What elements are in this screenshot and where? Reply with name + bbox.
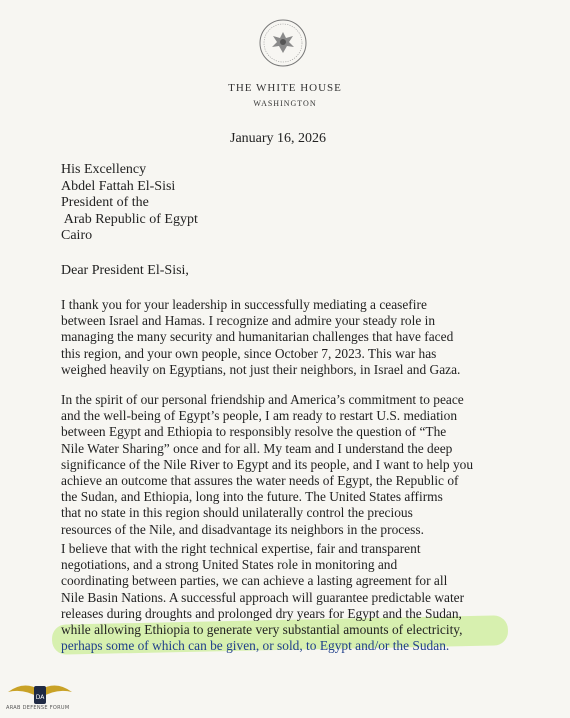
text-line: coordinating between parties, we can achieve a lasting agreement for all <box>61 573 448 589</box>
text-line highlighted: perhaps some of which can be given, or sold, to Egypt and/or the Sudan. <box>61 638 450 654</box>
watermark-text: ARAB DEFENSE FORUM <box>6 705 70 711</box>
svg-text:DA: DA <box>35 694 45 701</box>
text-line: between Israel and Hamas. I recognize and admire your steady role in <box>61 313 436 329</box>
recipient-address <box>61 162 198 245</box>
paragraph-3 <box>61 541 531 654</box>
text-line: I thank you for your leadership in successfully mediating a ceasefire <box>61 297 427 312</box>
text-line: achieve an outcome that assures the water needs of Egypt, the Republic of <box>61 473 459 489</box>
recipient-line: Abdel Fattah El-Sisi <box>61 178 176 194</box>
recipient-line: Arab Republic of Egypt <box>61 211 198 227</box>
text-line: managing the many security and humanitarian challenges that have faced <box>61 329 454 345</box>
text-line: I believe that with the right technical expertise, fair and transparent <box>61 541 421 556</box>
text-line: this region, and your own people, since October 7, 2023. This war has <box>61 345 437 361</box>
text-line: Nile Basin Nations. A successful approach will guarantee predictable water <box>61 589 465 605</box>
recipient-line: Cairo <box>61 228 93 243</box>
text-line: Nile Water Sharing” once and for all. My team and I understand the deep <box>61 440 453 456</box>
letterhead-title: THE WHITE HOUSE <box>228 82 342 94</box>
text-line: between Egypt and Ethiopia to responsibly resolve the question of “The <box>61 424 447 440</box>
text-line: In the spirit of our personal friendship and America’s commitment to peace <box>61 392 464 407</box>
text-line: the Sudan, and Ethiopia, long into the future. The United States affirms <box>61 489 443 505</box>
letterhead-subtitle: WASHINGTON <box>253 99 317 108</box>
text-line: significance of the Nile River to Egypt and its people, and I want to help you <box>61 456 474 472</box>
recipient-line: President of the <box>61 195 149 210</box>
salutation: Dear President El-Sisi, <box>61 263 189 278</box>
paragraph-1 <box>61 297 531 378</box>
text-line: weighed heavily on Egyptians, not just their neighbors, in Israel and Gaza. <box>61 361 461 377</box>
text-line: while allowing Ethiopia to generate very substantial amounts of electricity, <box>61 622 463 638</box>
text-line: releases during droughts and prolonged dry years for Egypt and the Sudan, <box>61 605 462 621</box>
letter-date: January 16, 2026 <box>230 131 327 146</box>
paragraph-2 <box>61 392 531 538</box>
text-line: negotiations, and a strong United States role in monitoring and <box>61 557 398 573</box>
presidential-seal-icon <box>258 18 308 68</box>
text-line: and the well-being of Egypt’s people, I am ready to restart U.S. mediation <box>61 408 458 424</box>
text-line: resources of the Nile, and disadvantage its neighbors in the process. <box>61 521 424 537</box>
recipient-line: His Excellency <box>61 162 147 177</box>
text-line: that no state in this region should unilaterally control the precious <box>61 505 413 521</box>
